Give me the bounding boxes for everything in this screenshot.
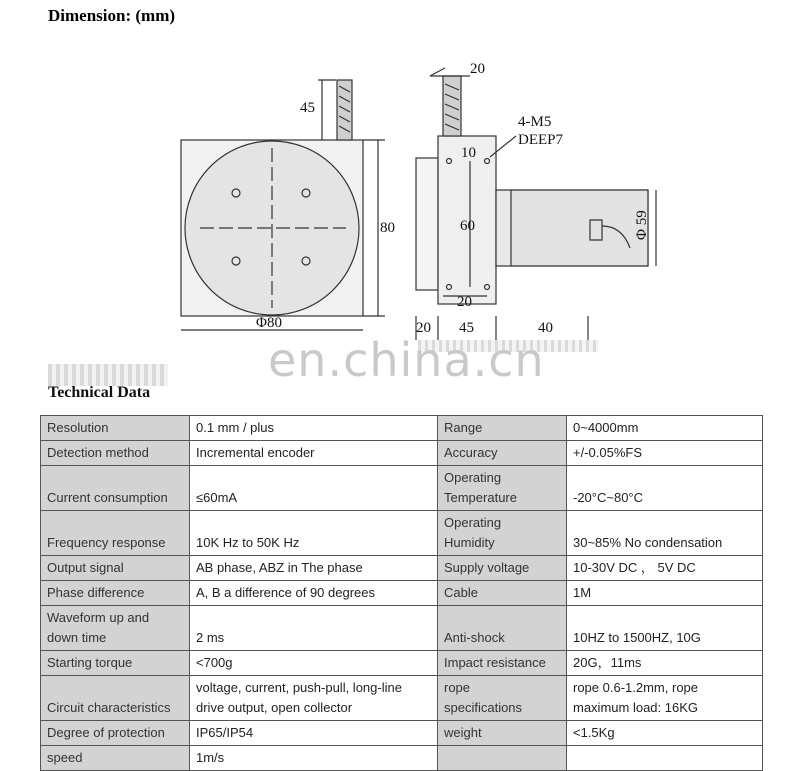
spec-label: Circuit characteristics: [41, 676, 190, 721]
spec-label: Degree of protection: [41, 721, 190, 746]
spec-label: Detection method: [41, 441, 190, 466]
dim-mount-depth: DEEP7: [518, 132, 563, 148]
spec-label: rope specifications: [438, 676, 567, 721]
spec-label: Accuracy: [438, 441, 567, 466]
dim-depth-c: 40: [538, 320, 553, 336]
table-row: [41, 556, 763, 581]
table-row: [41, 581, 763, 606]
spec-value: 1M: [567, 581, 763, 606]
spec-value: Incremental encoder: [190, 441, 438, 466]
spec-value: <1.5Kg: [567, 721, 763, 746]
dim-height: 80: [380, 220, 395, 236]
spec-value: -20°C~80°C: [567, 466, 763, 511]
table-row: [41, 721, 763, 746]
spec-label: Cable: [438, 581, 567, 606]
spec-value: 20G，11ms: [567, 651, 763, 676]
spec-value: 10-30V DC ， 5V DC: [567, 556, 763, 581]
spec-value: 1m/s: [190, 746, 438, 771]
spec-label: weight: [438, 721, 567, 746]
spec-value: 10K Hz to 50K Hz: [190, 511, 438, 556]
spec-label: Operating Temperature: [438, 466, 567, 511]
spec-value: 2 ms: [190, 606, 438, 651]
dim-bottom-width: 20: [457, 294, 472, 310]
spec-label: speed: [41, 746, 190, 771]
table-row: [41, 651, 763, 676]
spec-value: voltage, current, push-pull, long-line drive output, open collector: [190, 676, 438, 721]
watermark: en.china.cn: [268, 333, 545, 387]
dim-side-shaft-width: 20: [470, 61, 485, 77]
page-heading: Dimension: (mm): [48, 6, 176, 25]
spec-label: Range: [438, 416, 567, 441]
spec-label: Operating Humidity: [438, 511, 567, 556]
spec-value: A, B a difference of 90 degrees: [190, 581, 438, 606]
spec-label: Phase difference: [41, 581, 190, 606]
spec-label: Starting torque: [41, 651, 190, 676]
spec-label: Resolution: [41, 416, 190, 441]
table-row: [41, 606, 763, 651]
dim-encoder-diameter: Φ 59: [634, 210, 650, 240]
dim-mount-holes: 4-M5: [518, 114, 552, 130]
table-row: [41, 466, 763, 511]
spec-value: 30~85% No condensation: [567, 511, 763, 556]
front-view: [181, 80, 385, 330]
dim-depth-a: 20: [416, 320, 431, 336]
spec-value: [567, 746, 763, 771]
spec-value: +/-0.05%FS: [567, 441, 763, 466]
table-row: [41, 441, 763, 466]
spec-label: Anti-shock: [438, 606, 567, 651]
encoder-cap: [511, 190, 648, 266]
spec-label: Supply voltage: [438, 556, 567, 581]
spec-label: Frequency response: [41, 511, 190, 556]
spec-label: Impact resistance: [438, 651, 567, 676]
spec-value: IP65/IP54: [190, 721, 438, 746]
blurred-banner: [48, 364, 168, 386]
spec-value: ≤60mA: [190, 466, 438, 511]
dim-top-offset: 10: [461, 145, 476, 161]
table-row: [41, 511, 763, 556]
dim-depth-b: 45: [459, 320, 474, 336]
section-title: Technical Data: [48, 384, 151, 401]
side-view: [416, 68, 656, 340]
spec-value: 10HZ to 1500HZ, 10G: [567, 606, 763, 651]
dim-shaft-height: 45: [300, 100, 315, 116]
table-row: [41, 746, 763, 771]
spec-label: [438, 746, 567, 771]
spec-label: Waveform up and down time: [41, 606, 190, 651]
spec-label: Current consumption: [41, 466, 190, 511]
spec-label: Output signal: [41, 556, 190, 581]
table-row: [41, 676, 763, 721]
spec-value: 0~4000mm: [567, 416, 763, 441]
spec-table: [40, 415, 763, 771]
spec-value: rope 0.6-1.2mm, rope maximum load: 16KG: [567, 676, 763, 721]
table-row: [41, 416, 763, 441]
spec-value: 0.1 mm / plus: [190, 416, 438, 441]
dim-front-diameter: Φ80: [256, 315, 282, 331]
side-plate: [416, 158, 438, 290]
dimension-drawing: [0, 40, 800, 340]
spec-value: AB phase, ABZ in The phase: [190, 556, 438, 581]
dim-hole-spacing: 60: [460, 218, 475, 234]
spec-value: <700g: [190, 651, 438, 676]
